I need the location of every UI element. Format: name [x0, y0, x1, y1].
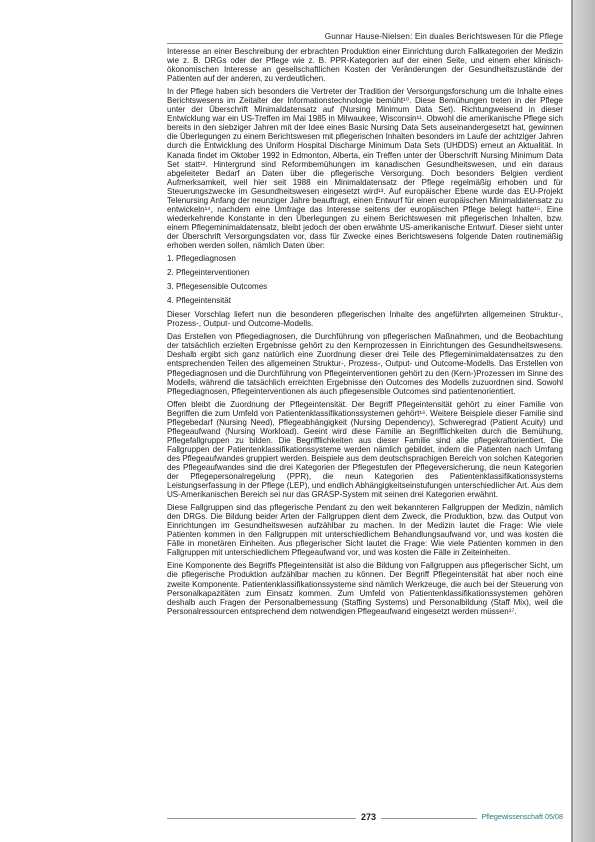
paragraph: Interesse an einer Beschreibung der erbrachten Produktion einer Einrichtung durch Fallkategorien der Medizin wie z. B. DRGs oder der Pflege wie z. B. PPR-Kategorien auf der einen Seite, und einem eher klinisch-ökonomischen Interesse an gesellschaftlichen Kosten der Veränderungen der Gesundheitszustände der Patienten auf der anderen, zu verdeutlichen. [167, 47, 563, 84]
article-body [167, 47, 563, 813]
header-rule [167, 43, 563, 44]
journal-name: Pflegewissenschaft 05/08 [477, 812, 563, 821]
paragraph: Offen bleibt die Zuordnung der Pflegeintensität. Der Begriff Pflegeintensität gehört zu einer Familie von Begriffen die zum Umfeld von Patientenklassifikationssystemen gehört¹⁶. Weitere Beispiele dieser Familie sind Pflegebedarf (Nursing Need), Pflegeabhängigkeit (Nursing Dependency), Schweregrad (Patient Acuity) und Pflegeaufwand (Nursing Workload). Geeint wird diese Familie an Begrifflichkeiten durch die Bemühung, Pflegefallgruppen zu bilden. Die Begrifflichkeiten aus dieser Familie sind alle pflegekraftorientiert. Die Fallgruppen der Patientenklassifikationssysteme werden nämlich gebildet, indem die Patienten nach Umfang des Pflegeaufwandes gruppiert werden. Beispiele aus dem deutschsprachigen Bereich von solchen Kategorien des Pflegeaufwandes sind die drei Kategorien der Pflegestufen der Pflegeversicherung, die neun Kategorien der Pflegepersonalregelung (PPR), die neun Kategorien des Patientenklassifikationssystems Leistungserfassung in der Pflege (LEP), und endlich Abhängigkeitseinstufungen unterschiedlicher Art. Aus dem US-Amerikanischen Bereich sei nur das GRASP-System mit seinen drei Kategorien erwähnt. [167, 399, 563, 500]
list-item: 4. Pflegeintensität [167, 296, 231, 306]
paragraph: Das Erstellen von Pflegediagnosen, die Durchführung von pflegerischen Maßnahmen, und die Beobachtung der tatsächlich erzielten Ergebnisse gehört zu den Kernprozessen in Einrichtungen des Gesundheitswesens. Deshalb ergibt sich ganz natürlich eine Zuordnung dieser drei Teile des Pflegeminimaldatensatzes zu den entsprechenden Teilen des allgemeinen Struktur-, Prozess-, Output- und Outcome-Modells. Das Erstellen von Pflegediagnosen und die Durchführung von Pflegeinterventionen gehört zu den (Kern-)Prozessen im Sinne des Modells, während die tatsächlich erreichten Ergebnisse den Outcomes des Modells zuzuordnen sind. Sowohl Pflegediagnosen, Pflegeinterventionen als auch pflegesensible Outcomes sind patientenorientiert. [167, 332, 563, 396]
running-header: Gunnar Hause-Nielsen: Ein duales Berichtswesen für die Pflege [324, 32, 563, 41]
list-item: 3. Pflegesensible Outcomes [167, 282, 268, 292]
data-items-list [167, 254, 563, 305]
page-number: 273 [356, 812, 381, 822]
paragraph: Eine Komponente des Begriffs Pflegeintensität ist also die Bildung von Fallgruppen aus pflegerischer Sicht, um die pflegerische Produktion aufzählbar machen zu können. Der Begriff Pflegeintensität hat aber noch eine zweite Komponente. Patientenklassifikationssysteme sind nämlich Werkzeuge, die auch bei der Steuerung von Personalkapazitäten zum Einsatz kommen. Zum Umfeld von Patientenklassifikationssystemen gehören deshalb auch Fragen der Personalbemessung (Staffing Systems) und Personalbildung (Staff Mix), weil die Personalressourcen entsprechend dem notwendigen Pflegeaufwand eingesetzt werden müssen¹⁷. [167, 561, 563, 616]
list-item: 1. Pflegediagnosen [167, 254, 236, 264]
paragraph: Diese Fallgruppen sind das pflegerische Pendant zu den weit bekannteren Fallgruppen der Medizin, nämlich den DRGs. Die Bildung beider Arten der Fallgruppen dient dem Zweck, die Produktion, bzw. das Output von Einrichtungen im Gesundheitswesen aufzählbar zu machen. In der Medizin lautet die Frage: Wie viele Patienten kommen in den Fallgruppen mit unterschiedlichem Behandlungsaufwand vor, und was kosten die Fälle in monetären Einheiten. Aus pflegerischer Sicht lautet die Frage: Wie viele Patienten kommen in den Fallgruppen mit unterschiedlichem Pflegeaufwand vor, und was kosten die Fälle in Zeiteinheiten. [167, 503, 563, 558]
page-edge-bar [573, 0, 595, 842]
paragraph: Dieser Vorschlag liefert nun die besonderen pflegerischen Inhalte des angeführten allgemeinen Struktur-, Prozess-, Output- und Outcome-Modells. [167, 310, 563, 329]
paragraph: In der Pflege haben sich besonders die Vertreter der Tradition der Versorgungsforschung um die Inhalte eines Berichtswesens im Zeitalter der Informationstechnologie bemüht¹⁰. Diese Bemühungen treten in der Pflege unter der Überschrift Minimaldatensatz auf (Nursing Minimum Data Set). Richtungweisend in dieser Entwicklung war ein US-Treffen im Mai 1985 in Milwaukee, Wisconsin¹¹. Obwohl die amerikanische Pflege sich bereits in den siebziger Jahren mit der Idee eines Basic Nursing Data Sets auseinandergesetzt hat, gewinnen die Überlegungen zu einem Berichtswesen mit pflegerischen Inhalten besonders im Laufe der achtziger Jahren durch die Entwicklung des Uniform Hospital Discharge Minimum Data Sets (UHDDS) erneut an Aktualität. In Kanada findet im Oktober 1992 in Edmonton, Alberta, ein Treffen unter der Überschrift Nursing Minimum Data Set statt¹². Hintergrund sind Reformbemühungen im kanadischen Gesundheitswesen, und ein daraus abgeleiteter Bedarf an Daten über die pflegerische Versorgung. Doch besonders Belgien verdient Aufmerksamkeit, weil hier seit 1988 ein Minimaldatensatz der Pflege regelmäßig erhoben und für Steuerungszwecke im Gesundheitswesen eingesetzt wird¹³. Auf europäischer Ebene wurde das EU-Projekt Telenursing Anfang der neunziger Jahre beauftragt, einen Entwurf für einen europäischen Minimaldatensatz zu entwickeln¹⁴, nachdem eine Umfrage das Interesse seitens der europäischen Pflege belegt hatte¹⁵. Eine wiederkehrende Konstante in den Überlegungen zu einem Berichtswesen mit pflegerischen Inhalten, bzw. einem Pflegeminimaldatensatz, bleibt jedoch der oben erwähnte US-amerikanische Entwurf. Dieser sieht unter der Überschrift Versorgungsdaten vor, dass für Zwecke eines Berichtswesens folgende Daten routinemäßig erhoben werden sollen, nämlich Daten über: [167, 87, 563, 250]
list-item: 2. Pflegeinterventionen [167, 268, 250, 278]
